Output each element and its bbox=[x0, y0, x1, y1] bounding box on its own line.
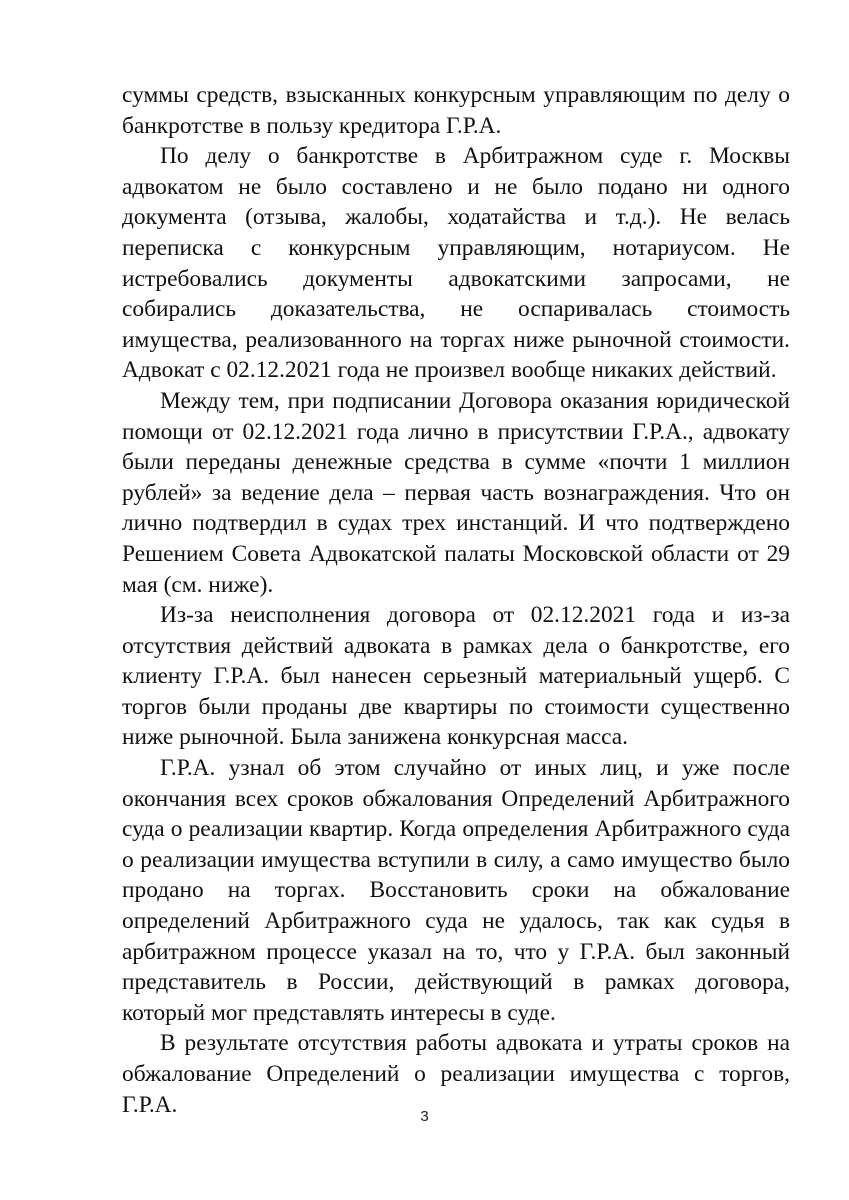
paragraph-1: суммы средств, взысканных конкурсным управляющим по делу о банкротстве в пользу кредитора Г.Р.А. bbox=[122, 82, 790, 139]
page-number: 3 bbox=[420, 1108, 429, 1125]
paragraph-6: В результате отсутствия работы адвоката и утраты сроков на обжалование Определений о реализации имущества с торгов, Г.Р.А. bbox=[122, 1030, 790, 1118]
document-body bbox=[122, 80, 790, 1120]
paragraph-3: Между тем, при подписании Договора оказания юридической помощи от 02.12.2021 года лично в присутствии Г.Р.А., адвокату были переданы денежные средства в сумме «почти 1 миллион рублей» за ведение дела – первая часть вознаграждения. Что он лично подтвердил в судах трех инстанций. И что подтверждено Решением Совета Адвокатской палаты Московской области от 29 мая (см. ниже). bbox=[122, 387, 790, 598]
paragraph-4: Из-за неисполнения договора от 02.12.2021 года и из-за отсутствия действий адвоката в рамках дела о банкротстве, его клиенту Г.Р.А. был нанесен серьезный материальный ущерб. С торгов были проданы две квартиры по стоимости существенно ниже рыночной. Была занижена конкурсная масса. bbox=[122, 602, 790, 751]
paragraph-2: По делу о банкротстве в Арбитражном суде г. Москвы адвокатом не было составлено и не было подано ни одного документа (отзыва, жалобы, ходатайства и т.д.). Не велась переписка с конкурсным управляющим, нотариусом. Не истребовались документы адвокатскими запросами, не собирались доказательства, не оспаривалась стоимость имущества, реализованного на торгах ниже рыночной стоимости. Адвокат с 02.12.2021 года не произвел вообще никаких действий. bbox=[122, 143, 790, 384]
paragraph-5: Г.Р.А. узнал об этом случайно от иных лиц, и уже после окончания всех сроков обжалования Определений Арбитражного суда о реализации квартир. Когда определения Арбитражного суда о реализации имущества вступили в силу, а само имущество было продано на торгах. Восстановить сроки на обжалование определений Арбитражного суда не удалось, так как судья в арбитражном процессе указал на то, что у Г.Р.А. был законный представитель в России, действующий в рамках договора, который мог представлять интересы в суде. bbox=[122, 755, 790, 1026]
